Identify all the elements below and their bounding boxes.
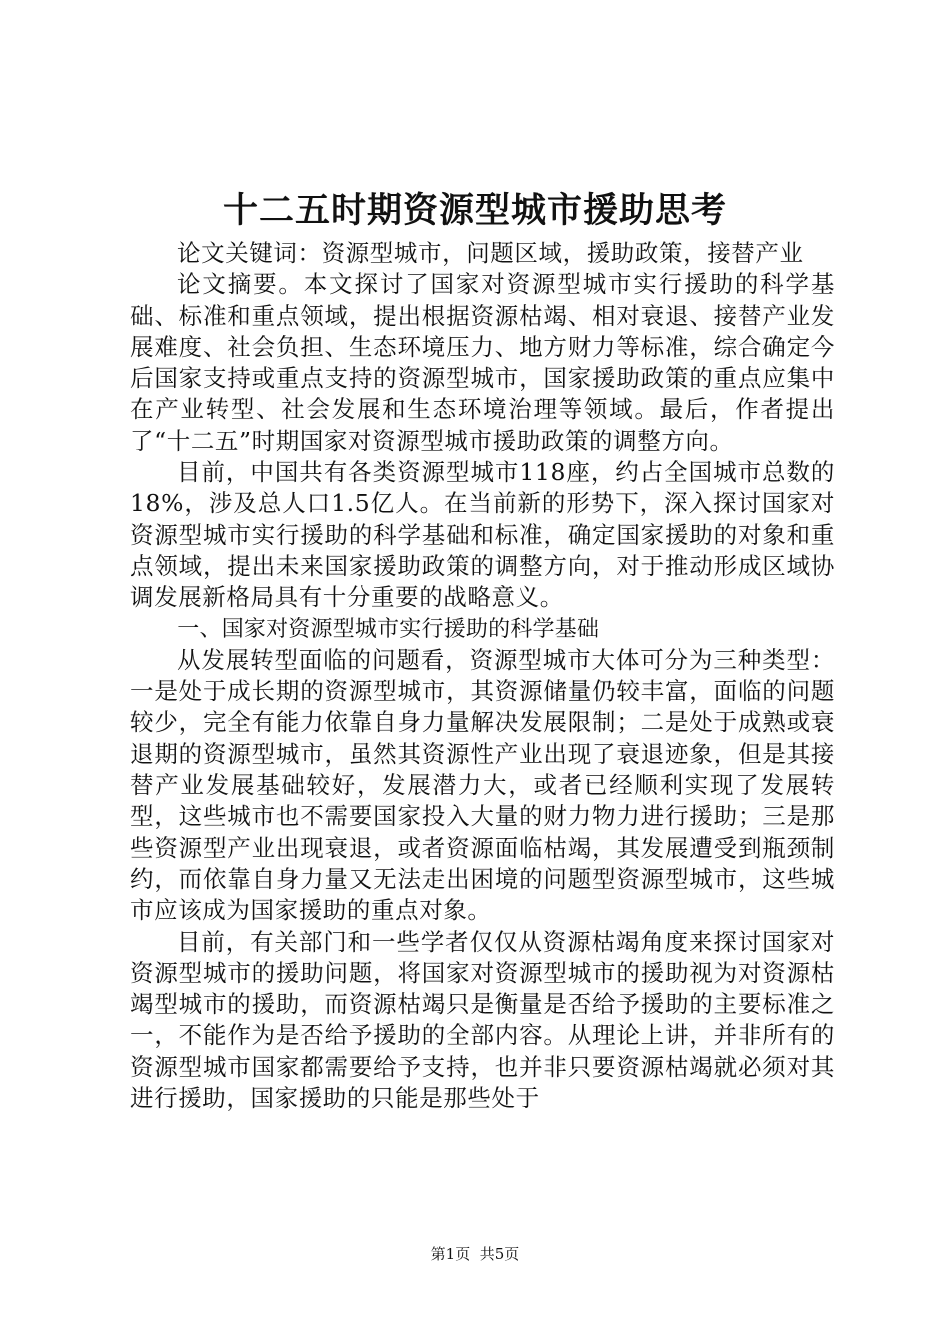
body-paragraph: 目前，有关部门和一些学者仅仅从资源枯竭角度来探讨国家对资源型城市的援助问题，将国家对资源型城市的援助视为对资源枯竭型城市的援助，而资源枯竭只是衡量是否给予援助的主要标准之一，不能作为是否给予援助的全部内容。从理论上讲，并非所有的资源型城市国家都需要给予支持，也并非只要资源枯竭就必须对其进行援助，国家援助的只能是那些处于	[130, 927, 835, 1113]
page-total: 共5页	[479, 1245, 520, 1263]
document-body	[130, 238, 835, 1114]
keywords-paragraph: 论文关键词：资源型城市，问题区域，援助政策，接替产业	[177, 239, 804, 267]
page-number: 第1页	[430, 1245, 471, 1263]
body-paragraph: 从发展转型面临的问题看，资源型城市大体可分为三种类型：一是处于成长期的资源型城市，其资源储量仍较丰富，面临的问题较少，完全有能力依靠自身力量解决发展限制；二是处于成熟或衰退期的资源型城市，虽然其资源性产业出现了衰退迹象，但是其接替产业发展基础较好，发展潜力大，或者已经顺利实现了发展转型，这些城市也不需要国家投入大量的财力物力进行援助；三是那些资源型产业出现衰退，或者资源面临枯竭，其发展遭受到瓶颈制约，而依靠自身力量又无法走出困境的问题型资源型城市，这些城市应该成为国家援助的重点对象。	[130, 645, 835, 925]
abstract-paragraph: 论文摘要。本文探讨了国家对资源型城市实行援助的科学基础、标准和重点领域，提出根据资源枯竭、相对衰退、接替产业发展难度、社会负担、生态环境压力、地方财力等标准，综合确定今后国家支持或重点支持的资源型城市，国家援助政策的重点应集中在产业转型、社会发展和生态环境治理等领域。最后，作者提出了“十二五”时期国家对资源型城市援助政策的调整方向。	[130, 270, 835, 455]
section-heading: 一、国家对资源型城市实行援助的科学基础	[177, 616, 600, 642]
page-footer	[0, 1244, 950, 1264]
intro-paragraph: 目前，中国共有各类资源型城市118座，约占全国城市总数的18%，涉及总人口1.5亿人。在当前新的形势下，深入探讨国家对资源型城市实行援助的科学基础和标准，确定国家援助的对象和重点领域，提出未来国家援助政策的调整方向，对于推动形成区域协调发展新格局具有十分重要的战略意义。	[130, 458, 835, 612]
document-title: 十二五时期资源型城市援助思考	[222, 190, 727, 231]
